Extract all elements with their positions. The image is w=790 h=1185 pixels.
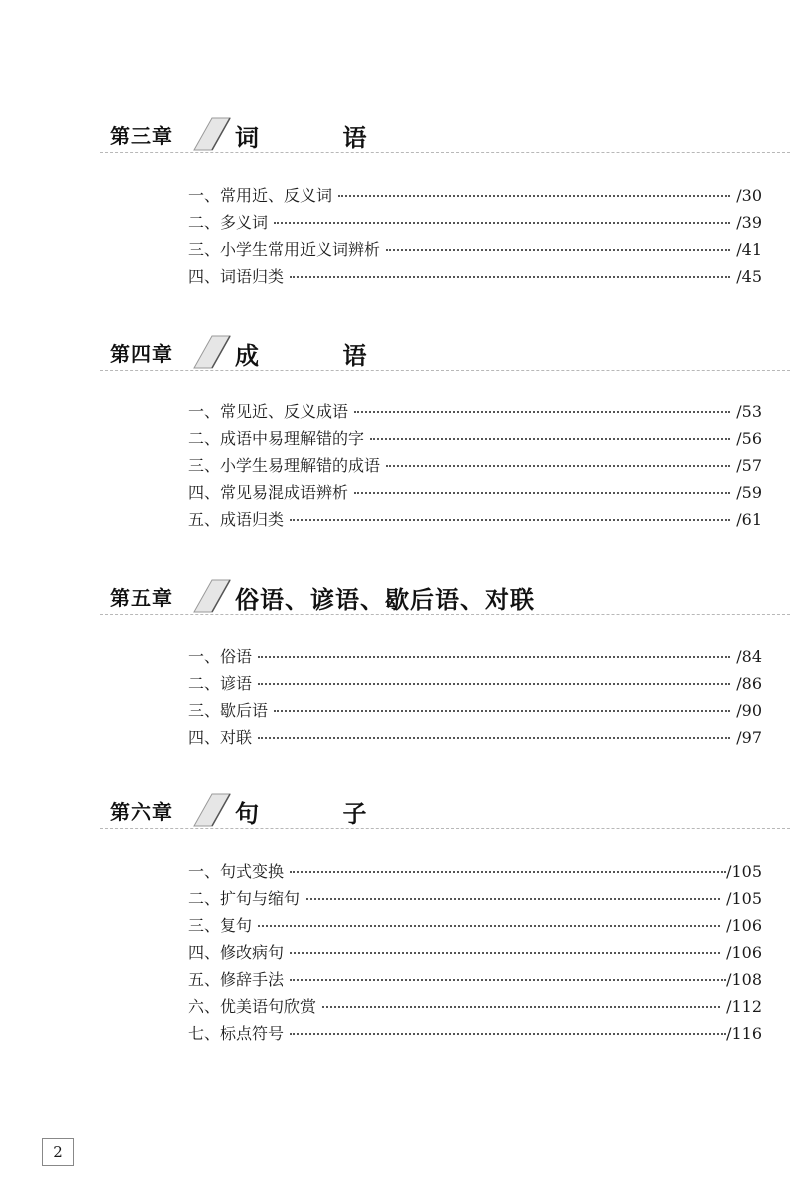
dot-leader	[386, 465, 730, 467]
entry-title: 一、句式变换	[188, 862, 285, 881]
toc-entry[interactable]	[188, 670, 762, 697]
toc-entry[interactable]	[188, 236, 762, 263]
entry-title: 二、谚语	[188, 674, 253, 693]
toc-entry[interactable]	[188, 885, 762, 912]
entry-page: /105	[726, 862, 762, 881]
entry-page: /112	[726, 997, 762, 1016]
chapter-title: 词 语	[235, 124, 367, 152]
entry-page: /61	[736, 510, 762, 529]
entry-page: /105	[726, 889, 762, 908]
entry-title: 三、小学生常用近义词辨析	[188, 240, 381, 259]
dot-leader	[322, 1006, 720, 1008]
chapter-title: 成 语	[235, 342, 367, 370]
dot-leader	[306, 898, 720, 900]
entry-page: /106	[726, 943, 762, 962]
entry-title: 六、优美语句欣赏	[188, 997, 317, 1016]
toc-list	[188, 182, 762, 290]
entry-page: /59	[736, 483, 762, 502]
toc-entry[interactable]	[188, 858, 762, 885]
toc-entry[interactable]	[188, 993, 762, 1020]
dot-leader	[386, 249, 730, 251]
chapter-label: 第六章	[110, 800, 173, 824]
entry-title: 三、歇后语	[188, 701, 269, 720]
chapter-title: 句 子	[235, 800, 367, 828]
toc-entry[interactable]	[188, 425, 762, 452]
entry-page: /39	[736, 213, 762, 232]
entry-title: 二、成语中易理解错的字	[188, 429, 365, 448]
entry-page: /97	[736, 728, 762, 747]
toc-entry[interactable]	[188, 506, 762, 533]
toc-entry[interactable]	[188, 724, 762, 751]
dot-leader	[258, 737, 730, 739]
dot-leader	[290, 519, 730, 521]
chapter-5-header	[0, 570, 790, 630]
toc-entry[interactable]	[188, 966, 762, 993]
slash-decoration-icon	[190, 578, 240, 614]
page-number: 2	[42, 1138, 74, 1166]
chapter-label: 第五章	[110, 586, 173, 610]
dot-leader	[258, 656, 730, 658]
chapter-6-header	[0, 784, 790, 844]
dot-leader	[290, 1033, 726, 1035]
entry-page: /86	[736, 674, 762, 693]
entry-page: /56	[736, 429, 762, 448]
entry-page: /45	[736, 267, 762, 286]
dot-leader	[290, 979, 726, 981]
toc-entry[interactable]	[188, 398, 762, 425]
toc-entry[interactable]	[188, 182, 762, 209]
toc-list	[188, 858, 762, 1047]
slash-decoration-icon	[190, 792, 240, 828]
slash-decoration-icon	[190, 334, 240, 370]
dot-leader	[290, 276, 730, 278]
entry-title: 四、词语归类	[188, 267, 285, 286]
toc-entry[interactable]	[188, 263, 762, 290]
dot-leader	[354, 492, 730, 494]
chapter-divider	[100, 828, 790, 829]
toc-list	[188, 398, 762, 533]
toc-entry[interactable]	[188, 643, 762, 670]
entry-page: /84	[736, 647, 762, 666]
entry-title: 四、修改病句	[188, 943, 285, 962]
dot-leader	[274, 222, 730, 224]
entry-page: /53	[736, 402, 762, 421]
dot-leader	[354, 411, 730, 413]
entry-page: /41	[736, 240, 762, 259]
toc-entry[interactable]	[188, 479, 762, 506]
entry-page: /116	[726, 1024, 762, 1043]
toc-entry[interactable]	[188, 912, 762, 939]
toc-entry[interactable]	[188, 939, 762, 966]
entry-title: 一、俗语	[188, 647, 253, 666]
entry-page: /108	[726, 970, 762, 989]
dot-leader	[274, 710, 730, 712]
toc-list	[188, 643, 762, 751]
entry-page: /90	[736, 701, 762, 720]
chapter-divider	[100, 370, 790, 371]
chapter-title: 俗语、谚语、歇后语、对联	[235, 586, 535, 614]
dot-leader	[258, 683, 730, 685]
dot-leader	[258, 925, 720, 927]
dot-leader	[290, 871, 726, 873]
entry-title: 四、常见易混成语辨析	[188, 483, 349, 502]
entry-title: 五、成语归类	[188, 510, 285, 529]
entry-title: 一、常见近、反义成语	[188, 402, 349, 421]
entry-title: 二、多义词	[188, 213, 269, 232]
slash-decoration-icon	[190, 116, 240, 152]
dot-leader	[290, 952, 720, 954]
entry-title: 三、复句	[188, 916, 253, 935]
toc-entry[interactable]	[188, 452, 762, 479]
toc-entry[interactable]	[188, 697, 762, 724]
chapter-label: 第四章	[110, 342, 173, 366]
dot-leader	[370, 438, 730, 440]
entry-title: 一、常用近、反义词	[188, 186, 333, 205]
chapter-divider	[100, 152, 790, 153]
entry-page: /106	[726, 916, 762, 935]
dot-leader	[338, 195, 730, 197]
chapter-3-header	[0, 108, 790, 168]
entry-page: /57	[736, 456, 762, 475]
chapter-4-header	[0, 326, 790, 386]
entry-title: 五、修辞手法	[188, 970, 285, 989]
entry-title: 三、小学生易理解错的成语	[188, 456, 381, 475]
entry-page: /30	[736, 186, 762, 205]
entry-title: 七、标点符号	[188, 1024, 285, 1043]
entry-title: 二、扩句与缩句	[188, 889, 301, 908]
toc-entry[interactable]	[188, 1020, 762, 1047]
chapter-label: 第三章	[110, 124, 173, 148]
entry-title: 四、对联	[188, 728, 253, 747]
toc-entry[interactable]	[188, 209, 762, 236]
